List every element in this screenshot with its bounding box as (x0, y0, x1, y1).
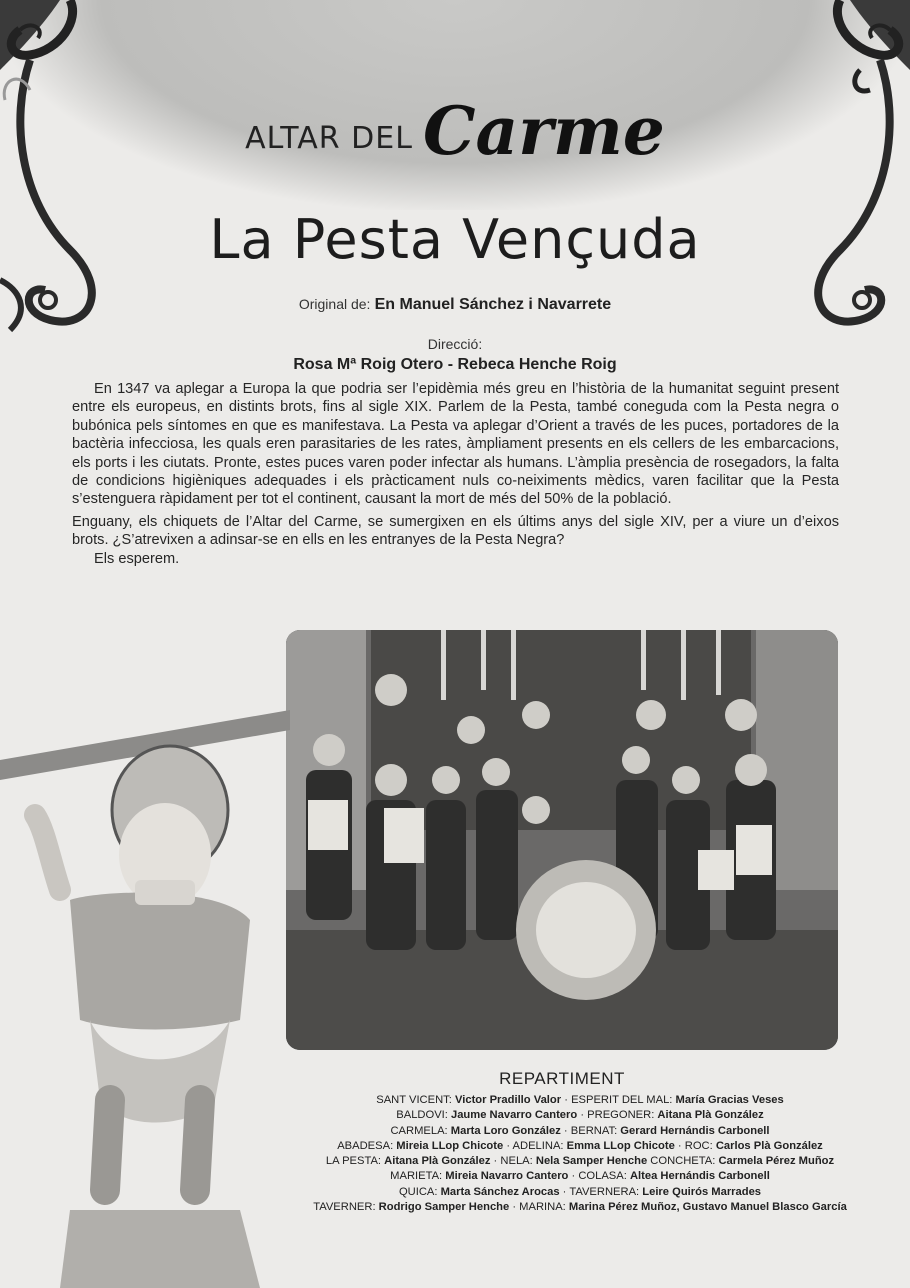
cast-separator: · (503, 1139, 513, 1152)
cast-separator: · (490, 1155, 501, 1168)
cast-role: QUICA: (398, 1185, 441, 1198)
play-title: La Pesta Vençuda (209, 208, 701, 271)
brand-main: Carme (422, 92, 665, 170)
cast-actor: Carlos Plà González (715, 1139, 823, 1152)
cast-role: CARMELA: (390, 1124, 451, 1137)
cast-list (270, 1093, 890, 1215)
cast-role: COLASA: (578, 1170, 630, 1183)
direction-label: Direcció: (427, 336, 483, 352)
cast-role: ESPERIT DEL MAL: (571, 1094, 676, 1106)
cast-role: ROC: (684, 1139, 716, 1152)
direction-names: Rosa Mª Roig Otero - Rebeca Henche Roig (293, 356, 617, 373)
cast-line (270, 1185, 890, 1200)
brand-prefix: ALTAR DEL (245, 121, 413, 156)
cast-actor: Leire Quirós Marrades (642, 1185, 762, 1198)
cast-line (270, 1200, 890, 1215)
cast-role: BALDOVI: (396, 1109, 451, 1122)
original-credit (0, 296, 910, 314)
cast-role: TAVERNERA: (569, 1185, 643, 1198)
synopsis-paragraph-3: Els esperem. (94, 550, 180, 567)
cast-actor: Carmela Pérez Muñoz (718, 1155, 835, 1168)
cast-role: MARIETA: (390, 1170, 446, 1183)
cast-line (270, 1154, 890, 1169)
original-author: En Manuel Sánchez i Navarrete (374, 296, 612, 313)
cast-actor: Emma LLop Chicote (566, 1139, 675, 1152)
cast-role: MARINA: (519, 1201, 569, 1214)
cast-role: SANT VICENT: (376, 1094, 455, 1106)
cast-role: NELA: (500, 1155, 536, 1168)
cast-actor: Victor Pradillo Valor (454, 1094, 562, 1106)
cast-line (270, 1139, 890, 1154)
cast-separator: · (561, 1094, 572, 1106)
cast-actor: Marina Pérez Muñoz, Gustavo Manuel Blasco García (568, 1201, 847, 1214)
cast-separator: · (509, 1201, 520, 1214)
cast-separator: · (560, 1124, 571, 1137)
cast-role: ADELINA: (512, 1139, 567, 1152)
cast-actor: Aitana Plà González (657, 1109, 764, 1122)
cast-actor: Marta Sánchez Arocas (440, 1185, 560, 1198)
cast-role: TAVERNER: (313, 1201, 379, 1214)
synopsis-paragraph-2: Enguany, els chiquets de l’Altar del Carme, se sumergixen en els últims anys del sigle XIV, per a viure un d’eixos brots. ¿S’atrevixen a adinsar-se en ells en les entranyes de la Pesta Negra? (72, 513, 839, 549)
group-photo (286, 630, 838, 1050)
cast-separator: · (577, 1109, 588, 1122)
cast-line (270, 1093, 890, 1108)
cast-separator: · (568, 1170, 579, 1183)
original-label: Original de: (298, 296, 371, 312)
cast-actor: Aitana Plà González (384, 1155, 491, 1168)
cast-heading: REPARTIMENT (499, 1069, 625, 1088)
cast-actor: Mireia Navarro Cantero (445, 1170, 569, 1183)
cast-actor: Altea Hernándis Carbonell (629, 1170, 770, 1183)
synopsis (72, 380, 839, 568)
cast-role: BERNAT: (570, 1124, 621, 1137)
cast-actor: Nela Samper Henche (535, 1155, 648, 1168)
cast-line (270, 1169, 890, 1184)
cast-separator: · (559, 1185, 570, 1198)
altar-brand (0, 92, 910, 170)
cast-separator: · (674, 1139, 685, 1152)
cast-actor: Rodrigo Samper Henche (378, 1201, 510, 1214)
cast-actor: Mireia LLop Chicote (396, 1139, 504, 1152)
saint-statue-image (0, 690, 290, 1288)
cast-role: CONCHETA: (650, 1155, 719, 1168)
cast-role: ABADESA: (337, 1139, 397, 1152)
cast-line (270, 1108, 890, 1123)
cast-actor: Marta Loro González (450, 1124, 561, 1137)
cast-line (270, 1124, 890, 1139)
synopsis-paragraph-1: En 1347 va aplegar a Europa la que podria ser l’epidèmia més greu en l’història de la humanitat seguint present entre els europeus, en distints brots, fins al sigle XIX. Parlem de la Pesta, també coneguda com la Pesta negra o bubónica pels síntomes en que es manifestava. La Pesta va aplegar d’Orient a través de les puces, portadores de la bactèria infecciosa, les quals eren parasitaries de les rates, àmpliament presents en els cellers de les embarcacions, els ports i les ciutats. Pronte, estes puces varen poder infectar als humans. L’àmplia presència de rosegadors, la falta de condicions higièniques adequades i els pràcticament nuls co-neiximents mèdics, varen facilitar que la Pesta s’estenguera ràpidament per tot el continent, causant la mort de més del 50% de la població. (72, 381, 839, 508)
cast-actor: Gerard Hernándis Carbonell (620, 1124, 770, 1137)
cast-role: LA PESTA: (325, 1155, 385, 1168)
cast-actor: María Gracias Veses (675, 1094, 784, 1106)
cast-role: PREGONER: (587, 1109, 658, 1122)
cast-actor: Jaume Navarro Cantero (450, 1109, 578, 1122)
